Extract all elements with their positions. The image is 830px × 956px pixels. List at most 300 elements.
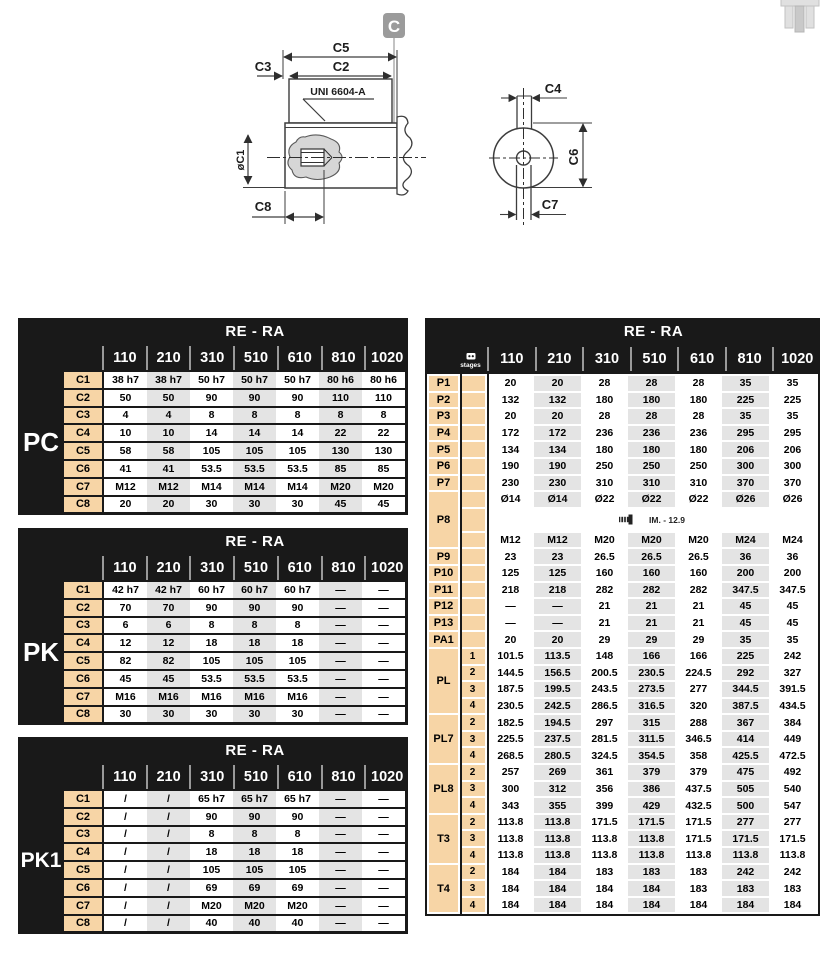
table-row [64,898,405,914]
row-group-rows [460,409,816,424]
data-cell: 18 [190,844,233,860]
table-header-title: RE - RA [225,323,285,340]
data-cell: 113.8 [534,815,581,830]
data-cell: 18 [276,844,319,860]
data-cell: 110 [362,390,405,406]
row-group-rows [460,476,816,491]
data-cell: 69 [190,880,233,896]
dim-label-c1: øC1 [235,149,247,171]
data-cell: 29 [628,632,675,647]
data-cell: 300 [722,459,769,474]
data-cell: 370 [769,476,816,491]
data-cell: 58 [147,443,190,459]
data-cell: / [147,827,190,843]
data-cell: 269 [534,765,581,780]
column-header-row [102,553,408,582]
data-cell: 20 [534,632,581,647]
data-cell: 225.5 [487,732,534,747]
data-cell: 361 [581,765,628,780]
data-cell: / [147,862,190,878]
column-header: 210 [146,765,190,789]
data-cell: 184 [487,865,534,880]
data-cell: M12 [147,479,190,495]
data-cell: 199.5 [534,682,581,697]
data-cell: 242.5 [534,699,581,714]
data-cell: 18 [190,635,233,651]
data-cell: 105 [190,862,233,878]
table-row [64,582,405,598]
data-cell: 183 [581,865,628,880]
data-cell: 286.5 [581,699,628,714]
data-cell: 292 [722,666,769,681]
data-cell: 343 [487,798,534,813]
data-cell: 425.5 [722,748,769,763]
data-cell: 30 [276,497,319,513]
data-cell: — [319,671,362,687]
data-cell: 30 [190,497,233,513]
data-cell: M24 [722,533,769,548]
data-cell: 36 [769,549,816,564]
data-cell: 21 [628,616,675,631]
stage-cell [460,442,485,457]
data-cell: — [319,898,362,914]
data-cell: 218 [487,583,534,598]
data-cell: 356 [581,782,628,797]
data-cell: / [104,880,147,896]
data-cell: M16 [276,689,319,705]
table-row [64,844,405,860]
data-cell: 90 [276,600,319,616]
data-cell: 50 h7 [276,372,319,388]
stage-cell [460,632,485,647]
row-label: C6 [64,671,102,687]
data-cell: 8 [233,827,276,843]
data-cell: — [319,844,362,860]
data-cell: 8 [233,408,276,424]
stage-cell [460,533,485,548]
data-cell: 35 [769,632,816,647]
stage-cell: 2 [460,715,485,730]
row-group-label: P3 [429,409,458,424]
data-cell: — [362,582,405,598]
data-cell: 105 [276,653,319,669]
data-cell: 14 [233,425,276,441]
data-cell: 344.5 [722,682,769,697]
data-cell: M16 [190,689,233,705]
row-group-rows [460,459,816,474]
data-cell: 184 [581,881,628,896]
data-cell: 311.5 [628,732,675,747]
data-cell: 29 [581,632,628,647]
data-cell: — [362,707,405,723]
data-cell: M16 [104,689,147,705]
data-cell: 60 h7 [276,582,319,598]
data-cell: 20 [487,409,534,424]
row-group-label: T3 [429,815,458,863]
data-cell: — [319,809,362,825]
data-cell: 30 [104,707,147,723]
data-cell: 10 [147,425,190,441]
data-cell: — [319,689,362,705]
column-divider [487,374,489,914]
row-label: C4 [64,425,102,441]
data-cell: 40 [190,916,233,932]
data-cell: M20 [628,533,675,548]
data-cell: 184 [675,898,722,913]
data-cell: 45 [769,616,816,631]
data-cell: 45 [104,671,147,687]
row-group-label: P4 [429,426,458,441]
stage-cell [460,409,485,424]
data-cell: 21 [675,599,722,614]
data-cell: 273.5 [628,682,675,697]
data-cell: 200.5 [581,666,628,681]
data-cell: — [362,689,405,705]
data-cell: — [362,600,405,616]
screw-class-text: IM. - 12.9 [649,514,685,525]
row-label: C1 [64,372,102,388]
data-cell: 505 [722,782,769,797]
data-cell: 379 [675,765,722,780]
screw-icon [618,514,633,525]
data-cell: 180 [581,442,628,457]
data-cell: Ø22 [581,492,628,507]
data-cell: / [104,791,147,807]
data-cell: 113.8 [675,848,722,863]
data-cell: 105 [276,862,319,878]
data-cell: / [104,916,147,932]
table-row [460,459,816,474]
data-cell: 113.8 [581,831,628,846]
row-label: C7 [64,479,102,495]
data-cell: 475 [722,765,769,780]
data-cell: 35 [769,376,816,391]
stage-cell: 4 [460,699,485,714]
table-row [460,881,816,896]
table-row [460,865,816,880]
table-row [460,649,816,664]
screw-class-note [487,509,816,531]
data-cell: 324.5 [581,748,628,763]
data-cell: 110 [319,390,362,406]
data-cell: 277 [769,815,816,830]
data-cell: — [362,653,405,669]
data-cell: 58 [104,443,147,459]
data-cell: 69 [276,880,319,896]
data-cell: 53.5 [276,461,319,477]
data-cell: 310 [581,476,628,491]
data-cell: 297 [581,715,628,730]
stage-cell: 4 [460,798,485,813]
row-group-label: P7 [429,476,458,491]
data-cell: — [362,635,405,651]
table-pk [18,528,408,725]
data-cell: 250 [675,459,722,474]
row-group-label: P11 [429,583,458,598]
row-label: C1 [64,582,102,598]
data-cell: — [319,707,362,723]
data-cell: 242 [769,649,816,664]
row-label: C5 [64,862,102,878]
column-header: 1020 [772,347,820,371]
data-cell: 316.5 [628,699,675,714]
keyway-spec-label: UNI 6604-A [310,86,366,98]
row-group-rows [460,632,816,647]
table-row [64,372,405,388]
data-cell: M20 [190,898,233,914]
column-header: 810 [321,346,365,370]
data-cell: 105 [190,653,233,669]
data-cell: 90 [233,390,276,406]
data-cell: 113.8 [487,831,534,846]
data-cell: 184 [769,898,816,913]
data-cell: / [147,898,190,914]
data-cell: 23 [487,549,534,564]
data-cell: 184 [722,898,769,913]
data-cell: 101.5 [487,649,534,664]
table-row [460,393,816,408]
column-header: 110 [102,556,146,580]
data-cell: 282 [581,583,628,598]
data-cell: 45 [362,497,405,513]
stage-cell: 3 [460,732,485,747]
data-cell: 449 [769,732,816,747]
data-cell: 113.8 [534,848,581,863]
data-cell: 183 [675,865,722,880]
row-group-label: P12 [429,599,458,614]
stage-cell [460,566,485,581]
data-cell: 18 [276,635,319,651]
data-cell: 184 [628,881,675,896]
column-header: 310 [189,556,233,580]
dim-label-c6: C6 [566,148,581,166]
data-cell: 80 h6 [362,372,405,388]
data-cell: 65 h7 [276,791,319,807]
data-cell: 113.8 [581,848,628,863]
data-cell: 194.5 [534,715,581,730]
data-cell: 65 h7 [233,791,276,807]
data-cell: 156.5 [534,666,581,681]
stage-cell: 3 [460,682,485,697]
stage-cell [460,599,485,614]
data-cell: 184 [487,881,534,896]
data-cell: 132 [487,393,534,408]
data-cell: — [362,880,405,896]
table-header-title: RE - RA [623,323,684,340]
data-cell: 172 [487,426,534,441]
table-row [460,682,816,697]
data-cell: 492 [769,765,816,780]
row-group-rows [460,376,816,391]
data-cell: 30 [147,707,190,723]
column-header: 210 [146,346,190,370]
data-cell: 500 [722,798,769,813]
stages-column-header [455,347,486,373]
data-cell: 354.5 [628,748,675,763]
data-cell: 38 h7 [104,372,147,388]
data-cell: 36 [722,549,769,564]
row-label: C8 [64,497,102,513]
column-header: 510 [233,765,277,789]
column-header: 610 [277,765,321,789]
table-row [64,479,405,495]
data-cell: / [147,844,190,860]
table-row [460,831,816,846]
data-cell: 281.5 [581,732,628,747]
table-row [64,916,405,932]
data-cell: 90 [190,390,233,406]
data-cell: M14 [276,479,319,495]
data-cell: 180 [675,393,722,408]
data-cell: — [487,599,534,614]
data-cell: — [319,635,362,651]
data-cell: 23 [534,549,581,564]
data-cell: 28 [581,376,628,391]
data-cell: 45 [722,616,769,631]
data-cell: 183 [722,881,769,896]
data-cell: 434.5 [769,699,816,714]
column-header: 210 [146,556,190,580]
table-row [460,426,816,441]
data-cell: 166 [628,649,675,664]
data-cell: 22 [319,425,362,441]
data-cell: 113.8 [722,848,769,863]
dim-label-c7: C7 [541,197,559,212]
table-header-title: RE - RA [225,742,285,759]
data-cell: 18 [233,844,276,860]
data-cell: 105 [276,443,319,459]
data-cell: — [362,809,405,825]
data-cell: 379 [628,765,675,780]
table-row [64,408,405,424]
row-label: C2 [64,390,102,406]
data-cell: 113.8 [769,848,816,863]
data-cell: 20 [104,497,147,513]
data-cell: 180 [628,442,675,457]
data-cell: — [487,616,534,631]
data-cell: 6 [147,618,190,634]
data-cell: 8 [319,408,362,424]
table-row [460,765,816,780]
data-cell: 190 [534,459,581,474]
data-cell: Ø26 [722,492,769,507]
column-divider [460,374,462,914]
table-row [460,583,816,598]
data-cell: 180 [581,393,628,408]
row-group-rows [460,583,816,598]
data-cell: 26.5 [581,549,628,564]
data-cell: 8 [190,618,233,634]
data-cell: 391.5 [769,682,816,697]
data-cell: 160 [675,566,722,581]
data-cell: — [362,791,405,807]
data-cell: 184 [628,898,675,913]
data-cell: 346.5 [675,732,722,747]
data-cell: 18 [233,635,276,651]
column-header: 510 [233,556,277,580]
row-group-label: P9 [429,549,458,564]
data-cell: 437.5 [675,782,722,797]
data-cell: 224.5 [675,666,722,681]
data-cell: 315 [628,715,675,730]
data-cell: 310 [628,476,675,491]
data-cell: 105 [233,653,276,669]
table-row [460,409,816,424]
table-body [425,374,820,916]
table-row [64,671,405,687]
column-header: 1020 [364,765,408,789]
data-cell: 8 [276,827,319,843]
table-body [64,582,405,722]
row-label: C7 [64,689,102,705]
data-cell: 171.5 [769,831,816,846]
data-cell: — [319,827,362,843]
data-cell: 53.5 [233,461,276,477]
data-cell: 30 [233,707,276,723]
data-cell: 20 [534,409,581,424]
data-cell: Ø22 [628,492,675,507]
data-cell: 277 [675,682,722,697]
data-cell: 300 [487,782,534,797]
data-cell: — [319,916,362,932]
stage-cell [460,376,485,391]
data-cell: 8 [276,408,319,424]
data-cell: 90 [233,600,276,616]
table-row [64,635,405,651]
table-row [64,880,405,896]
column-header: 610 [277,346,321,370]
row-group-rows [460,865,816,913]
stage-cell: 2 [460,765,485,780]
column-header: 810 [321,765,365,789]
row-label: C1 [64,791,102,807]
stage-cell [460,459,485,474]
table-pk1 [18,737,408,934]
table-row [460,549,816,564]
data-cell: 180 [675,442,722,457]
data-cell: 242 [769,865,816,880]
data-cell: 105 [190,443,233,459]
row-label: C6 [64,461,102,477]
data-cell: 41 [104,461,147,477]
data-cell: 187.5 [487,682,534,697]
data-cell: 184 [534,865,581,880]
data-cell: 160 [581,566,628,581]
data-cell: / [104,862,147,878]
row-group-rows [460,426,816,441]
data-cell: 166 [675,649,722,664]
shaft-break-edge [397,116,412,195]
data-cell: 206 [769,442,816,457]
stage-cell [460,509,485,531]
stage-cell: 2 [460,865,485,880]
row-group-rows [460,649,816,713]
data-cell: M14 [233,479,276,495]
data-cell: / [147,916,190,932]
stage-cell: 4 [460,848,485,863]
data-cell: 384 [769,715,816,730]
data-cell: 28 [628,409,675,424]
data-cell: / [147,880,190,896]
data-cell: — [362,618,405,634]
data-cell: M20 [362,479,405,495]
data-cell: 40 [276,916,319,932]
data-cell: 200 [722,566,769,581]
data-cell: 21 [675,616,722,631]
data-cell: 414 [722,732,769,747]
data-cell: 386 [628,782,675,797]
data-cell: Ø14 [487,492,534,507]
